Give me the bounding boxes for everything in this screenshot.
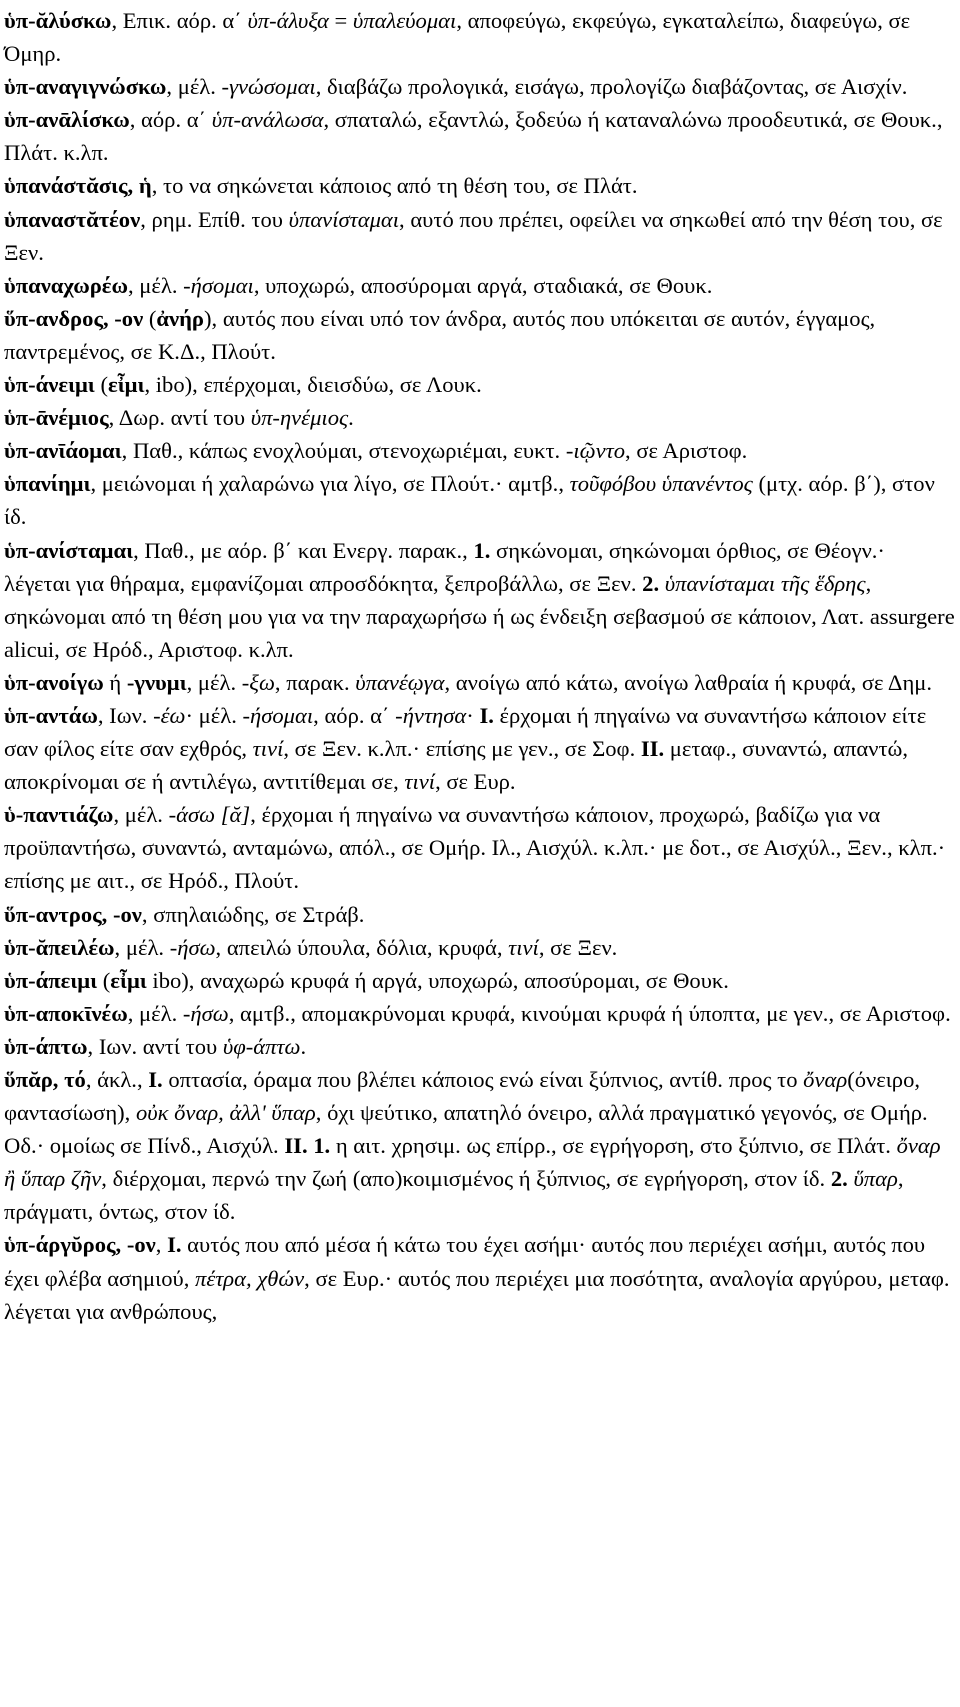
- dictionary-entry: ὑπ-αντάω, Ιων. -έω· μέλ. -ήσομαι, αόρ. α΄ -ήντησα· I. έρχομαι ή πηγαίνω να συναντήσω κάποιον είτε σαν φίλος είτε σαν εχθρός, τινί, σε Ξεν. κ.λπ.· επίσης με γεν., σε Σοφ. II. μεταφ., συναντώ, απαντώ, αποκρίνομαι σε ή αντιλέγω, αντιτίθεμαι σε, τινί, σε Ευρ.: [4, 702, 927, 795]
- dictionary-entry: ὑπ-ανᾱλίσκω, αόρ. α΄ ὑπ-ανάλωσα, σπαταλώ, εξαντλώ, ξοδεύω ή καταναλώνω προοδευτικά, σε Θουκ., Πλάτ. κ.λπ.: [4, 107, 943, 166]
- dictionary-entry: ὑπ-άπτω, Ιων. αντί του ὑφ-άπτω.: [4, 1033, 307, 1059]
- dictionary-entry: ὑπ-ᾰλύσκω, Επικ. αόρ. α΄ ὑπ-άλυξα = ὑπαλεύομαι, αποφεύγω, εκφεύγω, εγκαταλείπω, διαφεύγω, σε Όμηρ.: [4, 8, 911, 67]
- dictionary-entry: ὑπαναστᾰτέον, ρημ. Επίθ. του ὑπανίσταμαι, αυτό που πρέπει, οφείλει να σηκωθεί από την θέση του, σε Ξεν.: [4, 206, 943, 265]
- dictionary-entry: ὑπ-ανοίγω ή -γνυμι, μέλ. -ξω, παρακ. ὑπανέῳγα, ανοίγω από κάτω, ανοίγω λαθραία ή κρυφά, σε Δημ.: [4, 669, 933, 695]
- dictionary-entry: ὑπ-αποκῑνέω, μέλ. -ήσω, αμτβ., απομακρύνομαι κρυφά, κινούμαι κρυφά ή ύποπτα, με γεν., σε Αριστοφ.: [4, 1000, 951, 1026]
- dictionary-entry: ὑπ-ᾱνέμιος, Δωρ. αντί του ὑπ-ηνέμιος.: [4, 405, 354, 431]
- dictionary-entry: ὑπ-άνειμι (εἶμι, ibo), επέρχομαι, διεισδύω, σε Λουκ.: [4, 372, 482, 398]
- dictionary-entry: ὑπ-άπειμι (εἶμι ibo), αναχωρώ κρυφά ή αργά, υποχωρώ, αποσύρομαι, σε Θουκ.: [4, 967, 729, 993]
- dictionary-entry: ὑπανάστᾰσις, ἡ, το να σηκώνεται κάποιος από τη θέση του, σε Πλάτ.: [4, 173, 638, 199]
- dictionary-entry: ὑπ-ᾰπειλέω, μέλ. -ήσω, απειλώ ύπουλα, δόλια, κρυφά, τινί, σε Ξεν.: [4, 934, 618, 960]
- dictionary-entry: ὕπ-αντρος, -ον, σπηλαιώδης, σε Στράβ.: [4, 901, 365, 927]
- dictionary-entry: ὕπ-ανδρος, -ον (ἀνήρ), αυτός που είναι υπό τον άνδρα, αυτός που υπόκειται σε αυτόν, έγγαμος, παντρεμένος, σε Κ.Δ., Πλούτ.: [4, 305, 876, 364]
- dictionary-entry: ὑπ-άργῠρος, -ον, I. αυτός που από μέσα ή κάτω του έχει ασήμι· αυτός που περιέχει ασήμι, αυτός που έχει φλέβα ασημιού, πέτρα, χθών, σε Ευρ.· αυτός που περιέχει μια ποσότητα, αναλογία αργύρου, μεταφ. λέγεται για ανθρώπους,: [4, 1232, 950, 1324]
- dictionary-entry: ὕπᾰρ, τό, άκλ., I. οπτασία, όραμα που βλέπει κάποιος ενώ είναι ξύπνιος, αντίθ. προς το ὄναρ(όνειρο, φαντασίωση), οὐκ ὄναρ, ἀλλ' ὕπαρ, όχι ψεύτικο, απατηλό όνειρο, αλλά πραγματικό γεγονός, σε Ομήρ. Οδ.· ομοίως σε Πίνδ., Αισχύλ. II. 1. η αιτ. χρησιμ. ως επίρρ., σε εγρήγορση, στο ξύπνιο, σε Πλάτ. ὄναρ ἢ ὕπαρ ζῆν, διέρχομαι, περνώ την ζωή (απο)κοιμισμένος ή ξύπνιος, σε εγρήγορση, στον ίδ. 2. ὕπαρ, πράγματι, όντως, στον ίδ.: [4, 1067, 941, 1225]
- dictionary-entry: ὑπ-ανῑάομαι, Παθ., κάπως ενοχλούμαι, στενοχωριέμαι, ευκτ. -ιῷντο, σε Αριστοφ.: [4, 438, 748, 464]
- dictionary-entry: ὑπ-ανίσταμαι, Παθ., με αόρ. β΄ και Ενεργ. παρακ., 1. σηκώνομαι, σηκώνομαι όρθιος, σε Θέογν.· λέγεται για θήραμα, εμφανίζομαι απροσδόκητα, ξεπροβάλλω, σε Ξεν. 2. ὑπανίσταμαι τῆς ἕδρης, σηκώνομαι από τη θέση μου για να την παραχωρήσω ή ως ένδειξη σεβασμού σε κάποιον, Λατ. assurgere alicui, σε Ηρόδ., Αριστοφ. κ.λπ.: [4, 537, 955, 662]
- dictionary-entry: ὑ-παντιάζω, μέλ. -άσω [ᾰ], έρχομαι ή πηγαίνω να συναντήσω κάποιον, προχωρώ, βαδίζω για να προϋπαντήσω, συναντώ, ανταμώνω, απόλ., σε Ομήρ. Ιλ., Αισχύλ. κ.λπ.· με δοτ., σε Αισχύλ., Ξεν., κλπ.· επίσης με αιτ., σε Ηρόδ., Πλούτ.: [4, 802, 946, 894]
- dictionary-entry: ὑπανίημι, μειώνομαι ή χαλαρώνω για λίγο, σε Πλούτ.· αμτβ., τοῦφόβου ὑπανέντος (μτχ. αόρ. β΄), στον ίδ.: [4, 471, 935, 530]
- dictionary-entry: ὑπαναχωρέω, μέλ. -ήσομαι, υποχωρώ, αποσύρομαι αργά, σταδιακά, σε Θουκ.: [4, 272, 713, 298]
- dictionary-entry: ὑπ-αναγιγνώσκω, μέλ. -γνώσομαι, διαβάζω προλογικά, εισάγω, προλογίζω διαβάζοντας, σε Αισχίν.: [4, 74, 908, 100]
